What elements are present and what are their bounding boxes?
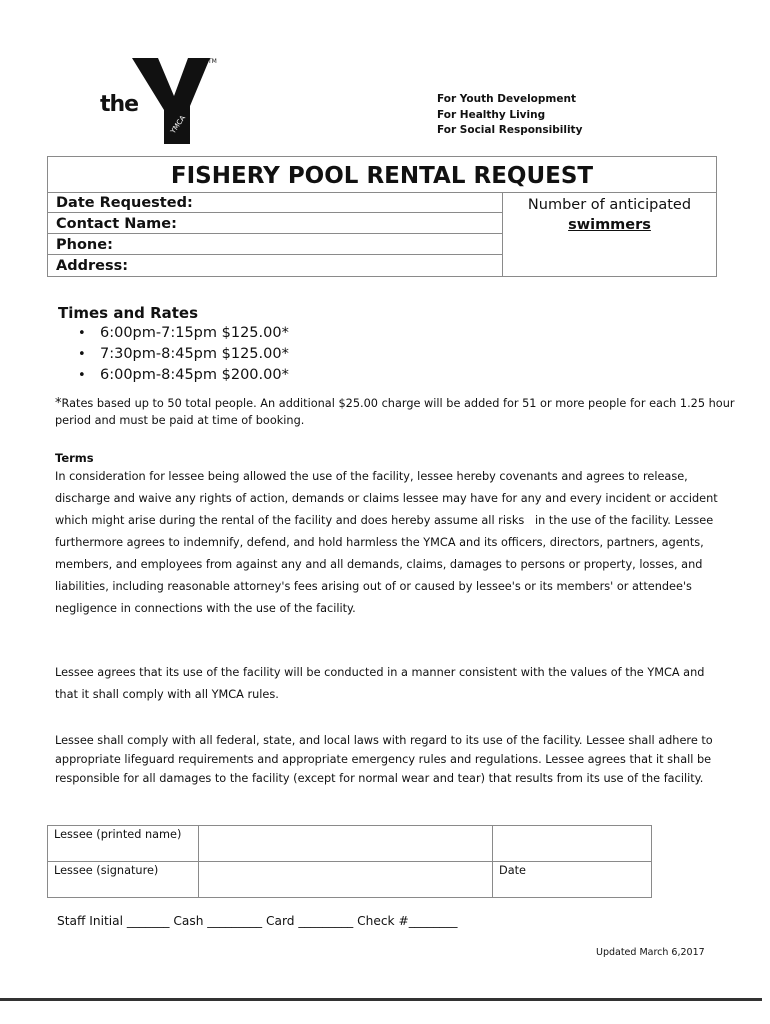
terms-paragraph-values: Lessee agrees that its use of the facility will be conducted in a manner consistent with the values of the YMCA and that it shall comply with all YMCA rules. — [55, 666, 705, 701]
ymca-logo — [96, 52, 226, 148]
taglines — [437, 92, 582, 139]
terms-paragraph-release: In consideration for lessee being allowed the use of the facility, lessee hereby covenants and agrees to release, discharge and waive any rights of action, demands or claims lessee may have for any and every incident or accident which might arise during the rental of the facility and does hereby assume all risks in the use of the facility. Lessee furthermore agrees to indemnify, defend, and hold harmless the YMCA and its officers, directors, partners, agents, members, and employees from against any and all demands, claims, damages to persons or property, losses, and liabilities, including reasonable attorney's fees arising out of or caused by lessee's or its members' or attendee's negligence in connections with the use of the facility. — [55, 470, 722, 615]
signature-input[interactable] — [199, 862, 493, 898]
ymca-y-emblem-icon — [130, 56, 214, 146]
contact-name-field[interactable]: Contact Name: — [48, 213, 502, 234]
logo-trademark: TM — [208, 58, 217, 65]
bottom-rule — [0, 998, 762, 1001]
rate-item: • 7:30pm-8:45pm $125.00* — [78, 344, 289, 365]
printed-name-input[interactable] — [199, 826, 493, 862]
date-cell[interactable] — [493, 862, 652, 898]
svg-text:YMCA: YMCA — [169, 114, 188, 136]
swimmers-label-underlined: swimmers — [568, 217, 651, 233]
date-requested-field[interactable]: Date Requested: — [48, 192, 502, 213]
address-field[interactable]: Address: — [56, 258, 129, 274]
rate-item: • 6:00pm-8:45pm $200.00* — [78, 365, 289, 386]
rate-note — [55, 395, 735, 429]
request-form-box — [47, 156, 717, 277]
form-title: FISHERY POOL RENTAL REQUEST — [48, 157, 716, 193]
terms-paragraph-laws: Lessee shall comply with all federal, state, and local laws with regard to its use of the facility. Lessee shall adhere to appropriate lifeguard requirements and appropriate emergency rules and regulations. Lessee agrees that it shall be responsible for all damages to the facility (except for normal wear and tear) that results from its use of the facility. — [55, 734, 713, 785]
rate-item: • 6:00pm-7:15pm $125.00* — [78, 323, 289, 344]
logo-wordmark: the — [100, 92, 139, 117]
tagline: For Healthy Living — [437, 108, 546, 121]
signature-table — [47, 825, 652, 898]
rate-note-text: Rates based up to 50 total people. An additional $25.00 charge will be added for 51 or more people for each 1.25 hour period and must be paid at time of booking. — [55, 397, 735, 427]
times-heading: Times and Rates — [58, 304, 199, 322]
tagline: For Social Responsibility — [437, 124, 583, 136]
anticipated-swimmers-field[interactable] — [502, 192, 716, 276]
swimmers-label: Number of anticipated — [527, 197, 692, 213]
updated-date: Updated March 6,2017 — [596, 947, 705, 958]
tagline: For Youth Development — [437, 93, 576, 105]
signature-label: Lessee (signature) — [48, 862, 199, 898]
rates-list — [78, 323, 289, 386]
contact-fields — [48, 192, 502, 276]
staff-payment-line: Staff Initial _______ Cash _________ Card _________ Check #________ — [57, 914, 458, 928]
terms-heading: Terms — [55, 451, 94, 465]
date-label: Date — [499, 864, 527, 877]
rate-note-asterisk: * — [55, 396, 62, 411]
printed-name-extra-cell[interactable] — [493, 826, 652, 862]
phone-field[interactable]: Phone: — [48, 234, 502, 255]
printed-name-label: Lessee (printed name) — [48, 826, 199, 862]
